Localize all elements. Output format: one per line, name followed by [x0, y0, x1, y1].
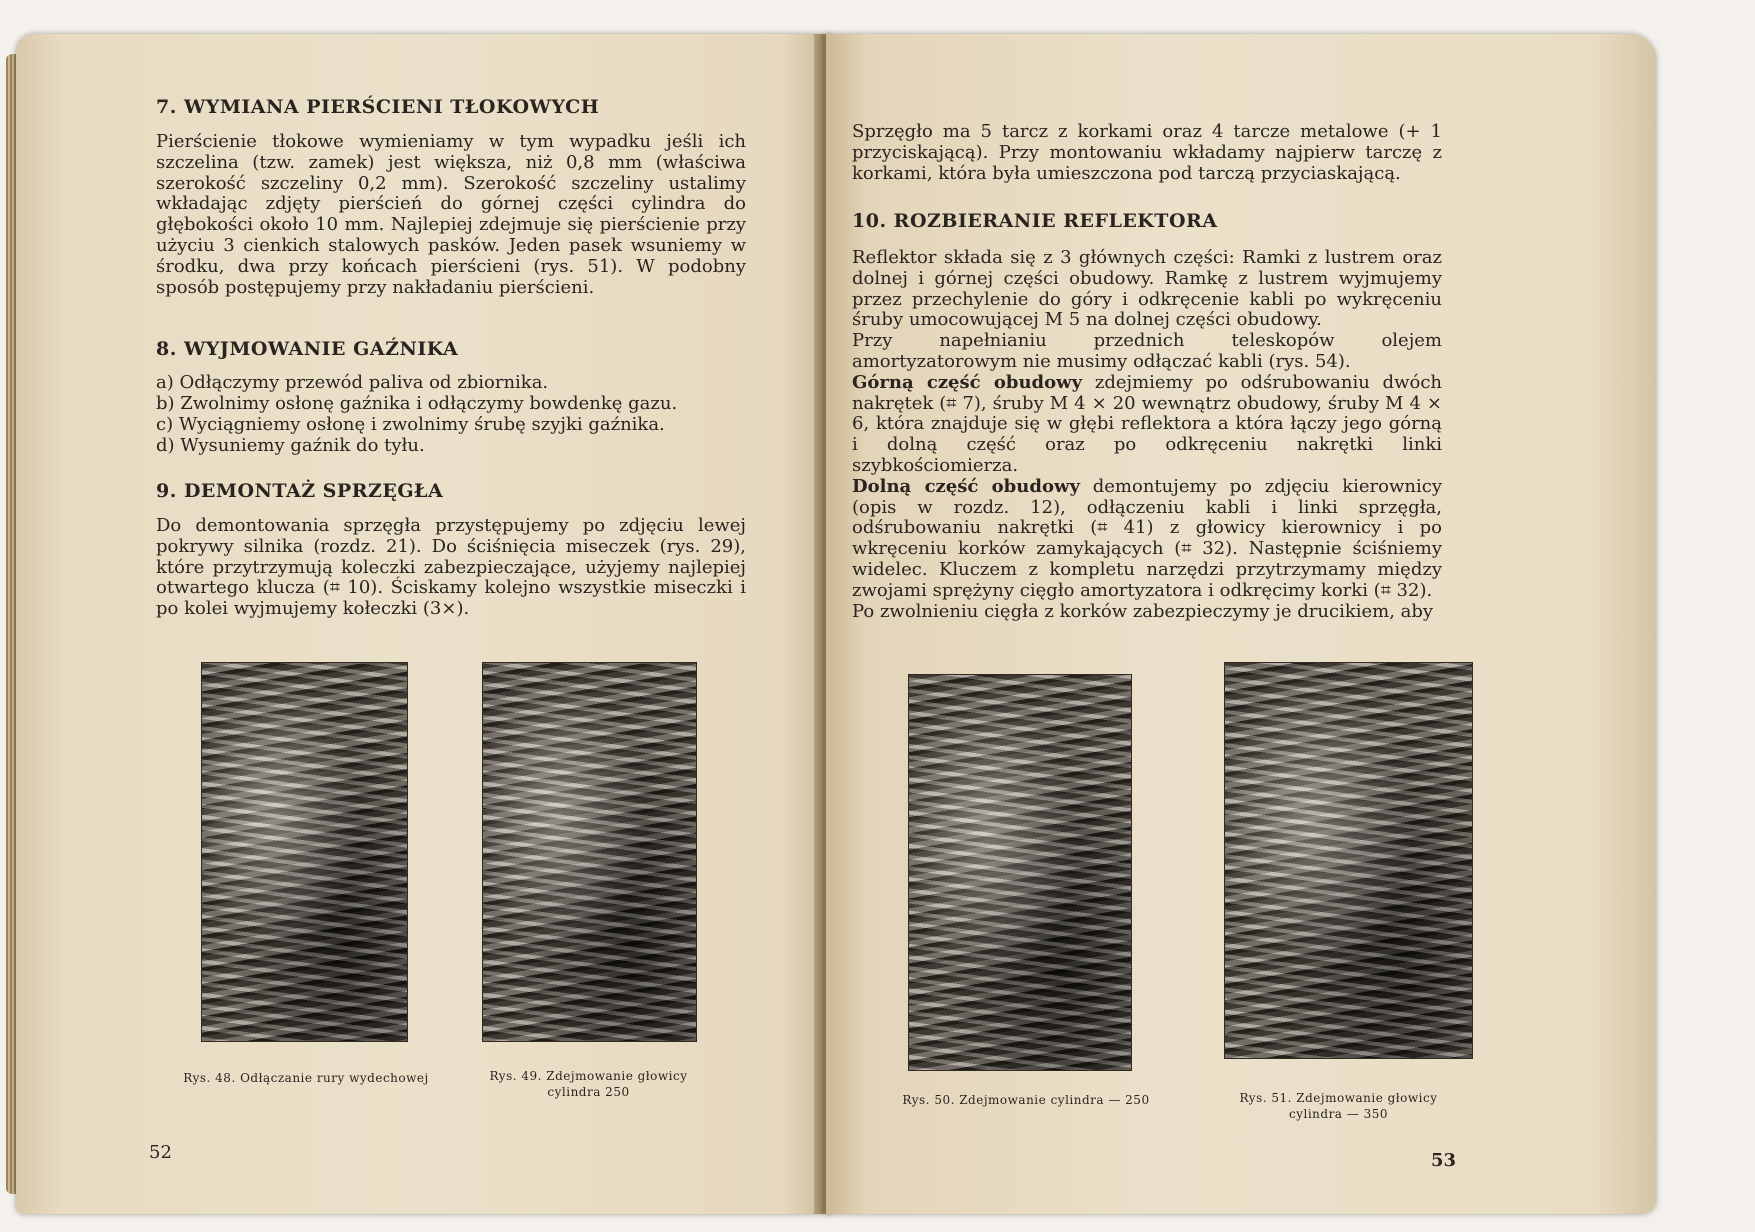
- intro-text: Sprzęgło ma 5 tarcz z korkami oraz 4 tarcze metalowe (+ 1 przyciskającą). Przy montowaniu wkładamy najpierw tarczę z korkami, która była umieszczona pod tarczą przyciaskającą.: [852, 121, 1442, 184]
- text-upper-housing: zdejmiemy po odśrubowaniu dwóch nakrętek (⌗ 7), śruby M 4 × 20 wewnątrz obudowy, śruby M 4 × 6, która znajduje się w głębi reflektora a która łączy jego górną i dolną część oraz po odkręceniu nakrętki linki szybkościomierza.: [852, 371, 1442, 476]
- list-item: d) Wysuniemy gaźnik do tyłu.: [156, 435, 425, 456]
- section-7-text: Pierścienie tłokowe wymieniamy w tym wypadku jeśli ich szczelina (tzw. zamek) jest większa, niż 0,8 mm (właściwa szerokość szczeliny 0,2 mm). Szerokość szczeliny ustalimy wkładając zdjęty pierścień do górnej części cylindra do głębokości około 10 mm. Najlepiej zdejmuje się pierścienie przy użyciu 3 cienkich stalowych pasków. Jeden pasek wsuniemy w środku, dwa przy końcach pierścieni (rys. 51). W podobny sposób postępujemy przy nakładaniu pierścieni.: [156, 131, 746, 298]
- figure-48-caption: Rys. 48. Odłączanie rury wydechowej: [183, 1071, 429, 1085]
- open-book: [6, 14, 1746, 1224]
- bold-term-lower-housing: Dolną część obudowy: [852, 475, 1080, 497]
- text-lower-housing: demontujemy po zdjęciu kierownicy (opis w rozdz. 12), odłączeniu kabli i linki sprzęgła, odśrubowaniu nakrętki (⌗ 41) z głowicy kierownicy i po wkręceniu korków zamykających (⌗ 32). Następnie ściśniemy widelec. Kluczem z kompletu narzędzi przytrzymamy między zwojami sprężyny cięgło amortyzatora i odkręcimy korki (⌗ 32).: [852, 475, 1442, 601]
- figure-48-photo: [201, 662, 408, 1042]
- section-9-text: Do demontowania sprzęgła przystępujemy po zdjęciu lewej pokrywy silnika (rozdz. 21). Do ściśnięcia miseczek (rys. 29), które przytrzymują koleczki zabezpieczające, użyjemy najlepiej otwartego klucza (⌗ 10). Ściskamy kolejno wszystkie miseczki i po kolei wyjmujemy kołeczki (3×).: [156, 515, 746, 620]
- section-10-text-4: [852, 477, 1442, 602]
- section-10-heading: 10. ROZBIERANIE REFLEKTORA: [852, 210, 1218, 232]
- page-number-left: 52: [149, 1142, 172, 1163]
- bold-term-upper-housing: Górną część obudowy: [852, 371, 1083, 393]
- right-page: [826, 34, 1656, 1214]
- section-10-text-3: [852, 373, 1442, 477]
- section-10-text-1: Reflektor składa się z 3 głównych części: Ramki z lustrem oraz dolnej i górnej części obudowy. Ramkę z lustrem wyjmujemy przez przechylenie do góry i odkręcenie kabli po wykręceniu śruby umocowującej M 5 na dolnej części obudowy.: [852, 247, 1442, 331]
- figure-50-photo: [908, 674, 1132, 1071]
- figure-49-caption: Rys. 49. Zdejmowanie głowicy cylindra 250: [489, 1069, 688, 1099]
- figure-49-photo: [482, 662, 697, 1042]
- section-8-heading: 8. WYJMOWANIE GAŹNIKA: [156, 338, 459, 360]
- section-9-heading: 9. DEMONTAŻ SPRZĘGŁA: [156, 480, 444, 502]
- list-item: a) Odłączymy przewód paliva od zbiornika.: [156, 372, 549, 393]
- section-10-body: [852, 248, 1442, 622]
- section-10-text-5: Po zwolnieniu cięgła z korków zabezpieczymy je drucikiem, aby: [852, 600, 1434, 622]
- left-page: [16, 34, 831, 1214]
- figure-51-caption: Rys. 51. Zdejmowanie głowicy cylindra — 350: [1239, 1091, 1438, 1121]
- list-item: b) Zwolnimy osłonę gaźnika i odłączymy bowdenkę gazu.: [156, 393, 678, 414]
- figure-51-photo: [1224, 662, 1473, 1059]
- section-10-text-2: Przy napełnianiu przednich teleskopów olejem amortyzatorowym nie musimy odłączać kabli (rys. 54).: [852, 330, 1442, 372]
- section-7-heading: 7. WYMIANA PIERŚCIENI TŁOKOWYCH: [156, 96, 600, 118]
- list-item: c) Wyciągniemy osłonę i zwolnimy śrubę szyjki gaźnika.: [156, 414, 665, 435]
- section-8-list: [156, 372, 746, 456]
- figure-50-caption: Rys. 50. Zdejmowanie cylindra — 250: [902, 1093, 1150, 1107]
- page-number-right: 53: [1431, 1150, 1457, 1171]
